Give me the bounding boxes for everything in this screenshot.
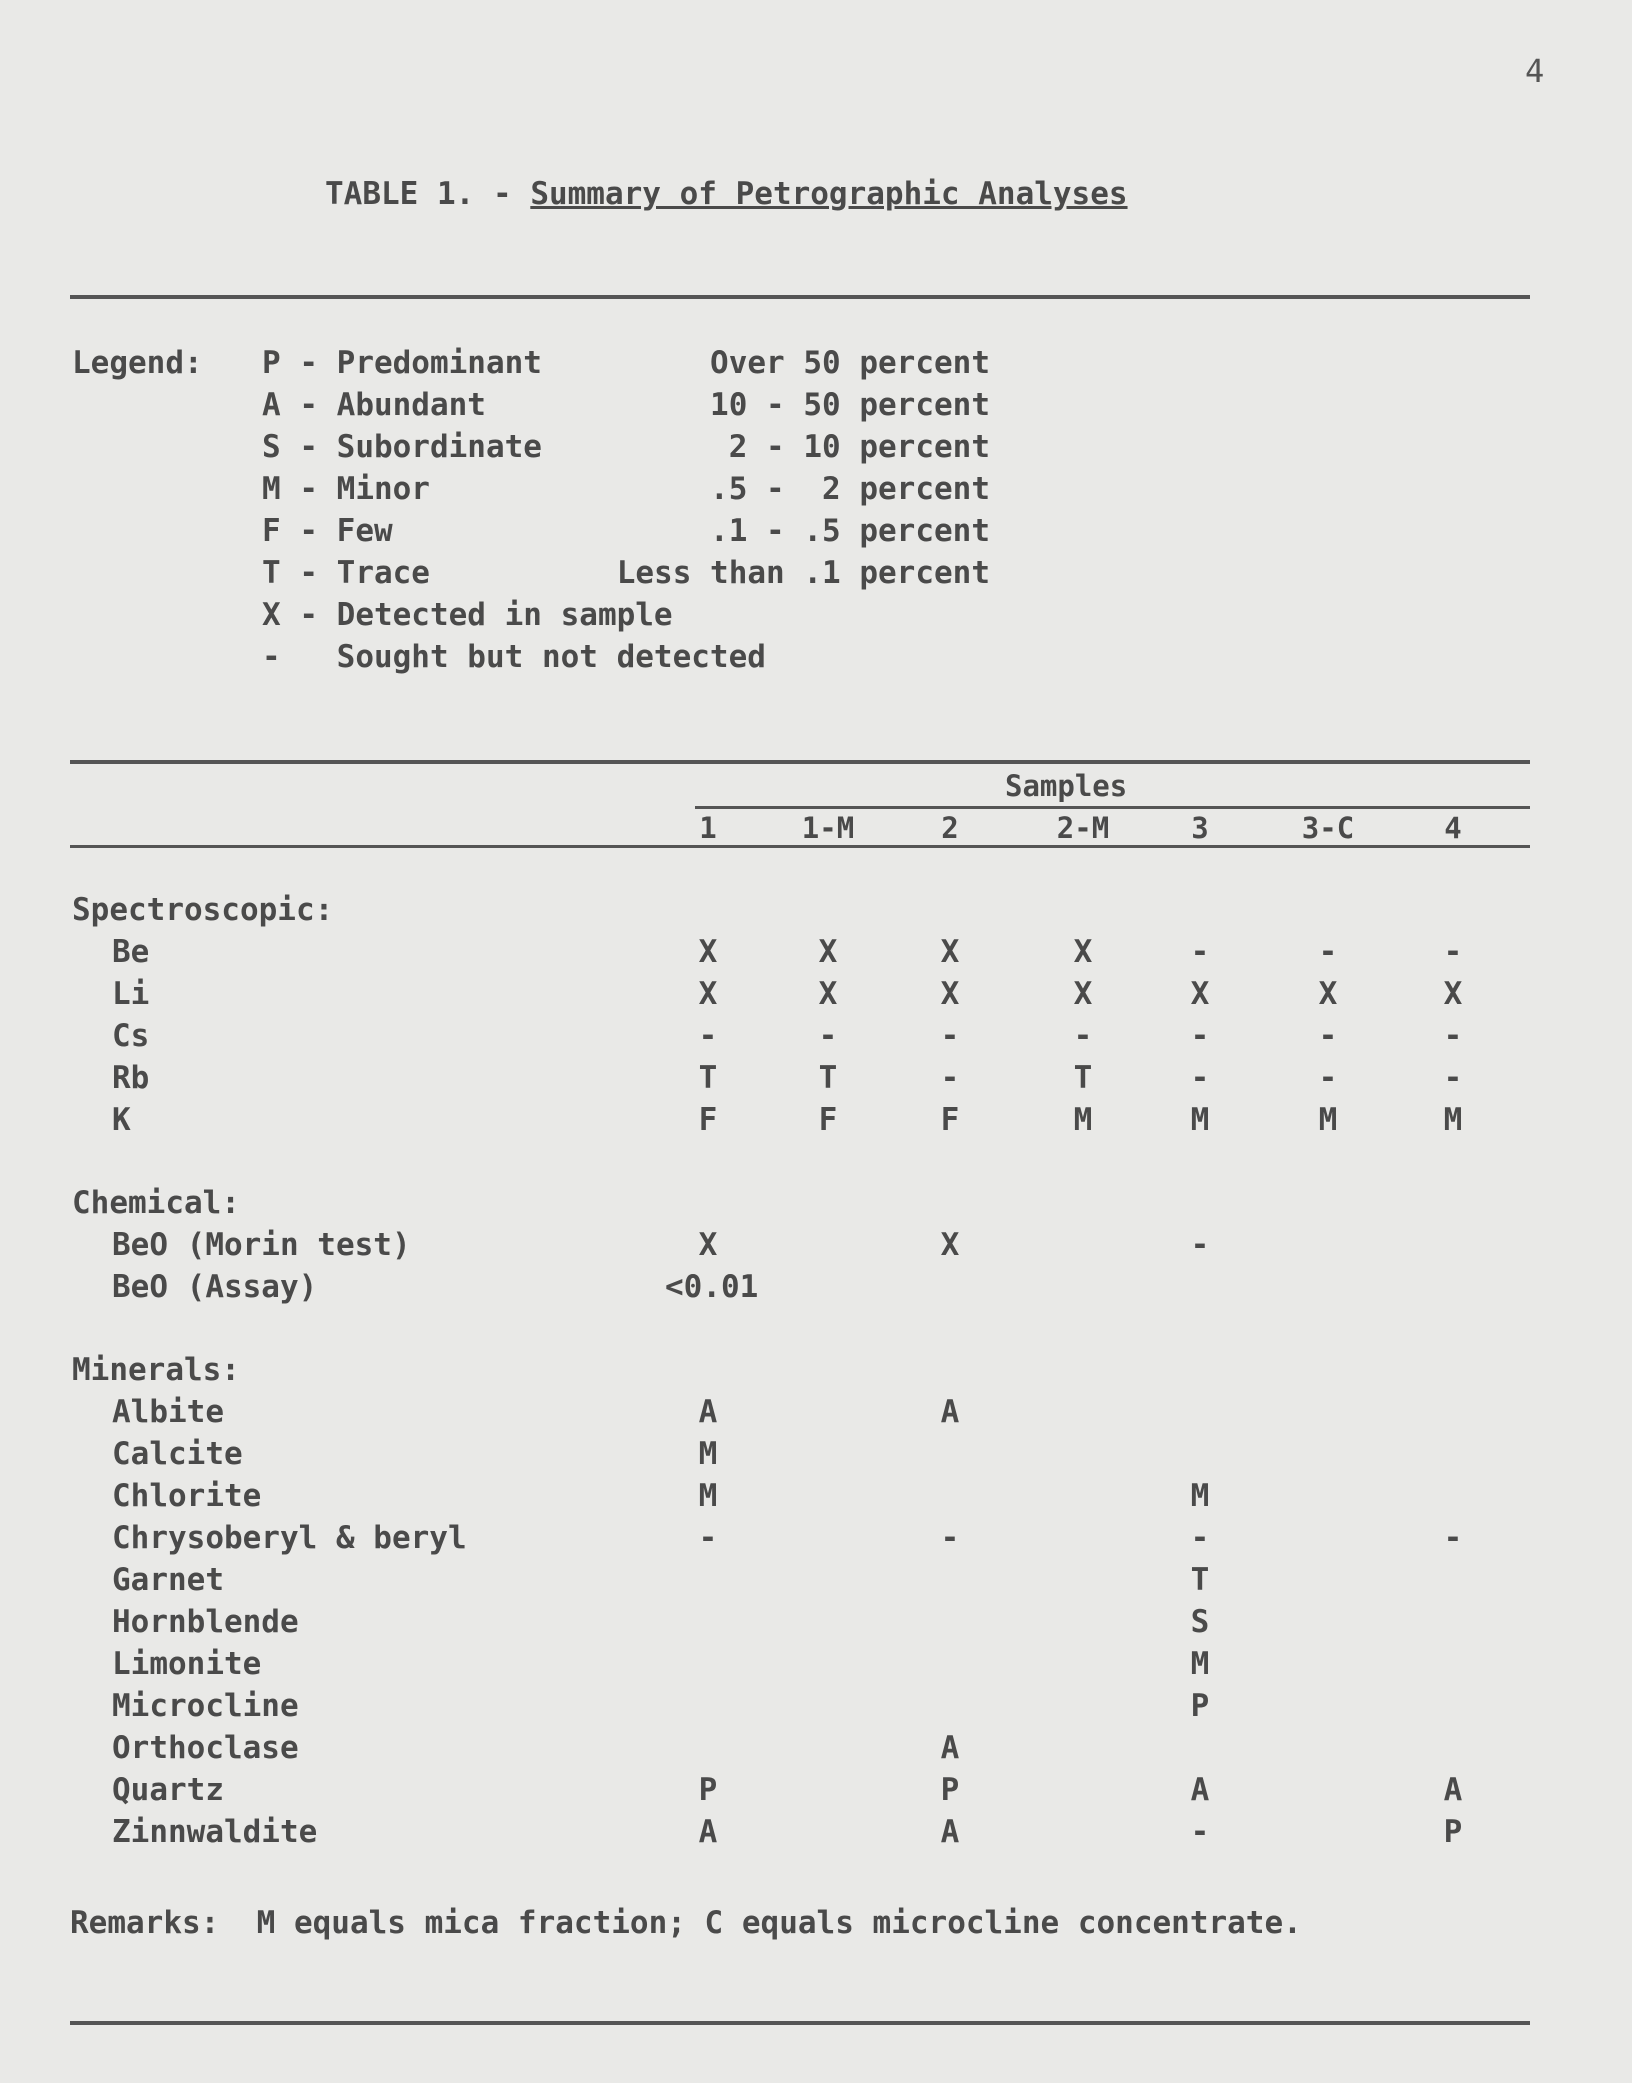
table-cell: - [940,1018,960,1054]
legend-range: 10 - 50 percent [710,387,990,423]
column-header: 2 [941,811,959,845]
header-bottom-rule [70,845,1530,848]
table-cell: T [698,1060,718,1096]
table-cell: M [1190,1646,1210,1682]
table-cell: - [1190,934,1210,970]
table-cell: A [940,1730,960,1766]
row-label: Cs [112,1018,150,1054]
legend-range: .1 - .5 percent [710,513,990,549]
table-cell: X [1318,976,1338,1012]
row-label: Li [112,976,150,1012]
table-cell: M [1318,1102,1338,1138]
table-cell: X [940,934,960,970]
table-cell: X [940,1227,960,1263]
table-cell: P [698,1772,718,1808]
table-cell: M [1190,1102,1210,1138]
legend-code: F - Few [262,513,393,549]
legend-code: T - Trace [262,555,430,591]
row-label: Hornblende [112,1604,299,1640]
table-cell: X [698,1227,718,1263]
table-cell: M [1443,1102,1463,1138]
row-label: Microcline [112,1688,299,1724]
table-cell: - [818,1018,838,1054]
section-title: Chemical: [72,1185,240,1221]
table-cell: M [698,1436,718,1472]
row-label: BeO (Assay) [112,1269,318,1305]
legend-code: A - Abundant [262,387,486,423]
column-header: 2-M [1056,811,1110,845]
table-cell: F [940,1102,960,1138]
table-cell: - [1443,934,1463,970]
table-title-text: Summary of Petrographic Analyses [530,176,1128,212]
table-cell: - [1318,1060,1338,1096]
legend-range: Over 50 percent [710,345,990,381]
table-cell: A [1443,1772,1463,1808]
top-rule [70,295,1530,299]
column-header: 1-M [801,811,855,845]
legend-range: .5 - 2 percent [710,471,990,507]
table-cell: X [1190,976,1210,1012]
legend-code: S - Subordinate [262,429,542,465]
table-title [325,176,1128,212]
row-label: Albite [112,1394,224,1430]
table-cell: A [940,1814,960,1850]
table-cell: A [698,1394,718,1430]
table-cell: - [1443,1060,1463,1096]
table-cell: A [698,1814,718,1850]
section-title: Minerals: [72,1352,240,1388]
column-header: 3 [1191,811,1209,845]
table-cell: X [1443,976,1463,1012]
table-cell: P [1190,1688,1210,1724]
table-cell: - [1190,1227,1210,1263]
table-cell: T [818,1060,838,1096]
row-label: Orthoclase [112,1730,299,1766]
remarks: Remarks: M equals mica fraction; C equals microcline concentrate. [70,1905,1302,1941]
table-cell: X [818,976,838,1012]
table-top-rule [70,760,1530,764]
legend-code: X - Detected in sample [262,597,673,633]
table-cell: - [698,1018,718,1054]
legend-code: P - Predominant [262,345,542,381]
table-cell: M [1190,1478,1210,1514]
row-label: Be [112,934,150,970]
table-cell: X [1073,934,1093,970]
column-header: 1 [699,811,717,845]
samples-label: Samples [1005,769,1128,803]
table-cell: - [1190,1520,1210,1556]
table-cell: - [1073,1018,1093,1054]
table-cell: X [818,934,838,970]
table-cell: T [1190,1562,1210,1598]
table-cell: - [1443,1520,1463,1556]
legend-range: 2 - 10 percent [728,429,990,465]
table-cell: - [940,1060,960,1096]
table-cell: - [1318,934,1338,970]
table-cell: S [1190,1604,1210,1640]
table-cell: - [940,1520,960,1556]
table-cell: M [1073,1102,1093,1138]
legend-label: Legend: [72,345,203,381]
table-cell: - [1318,1018,1338,1054]
table-cell: X [698,934,718,970]
table-cell: X [698,976,718,1012]
table-title-prefix: TABLE 1. - [325,176,531,212]
samples-rule [695,806,1530,809]
page-number: 4 [1525,52,1545,90]
table-cell: F [818,1102,838,1138]
table-cell: T [1073,1060,1093,1096]
row-label: Limonite [112,1646,262,1682]
table-cell: - [698,1520,718,1556]
row-label: Quartz [112,1772,224,1808]
table-cell: X [1073,976,1093,1012]
legend-code: M - Minor [262,471,430,507]
table-cell: - [1190,1814,1210,1850]
table-cell: - [1190,1018,1210,1054]
row-label: K [112,1102,131,1138]
column-header: 4 [1444,811,1462,845]
table-cell: M [698,1478,718,1514]
row-label: Rb [112,1060,150,1096]
table-cell: F [698,1102,718,1138]
legend-range: Less than .1 percent [616,555,990,591]
legend-code: - Sought but not detected [262,639,766,675]
row-label: Calcite [112,1436,243,1472]
row-label: Garnet [112,1562,224,1598]
table-cell: - [1190,1060,1210,1096]
bottom-rule [70,2021,1530,2025]
table-cell: P [940,1772,960,1808]
table-cell: P [1443,1814,1463,1850]
row-label: Zinnwaldite [112,1814,318,1850]
table-cell: X [940,976,960,1012]
row-label: Chrysoberyl & beryl [112,1520,467,1556]
table-cell: - [1443,1018,1463,1054]
table-cell: A [1190,1772,1210,1808]
column-header: 3-C [1301,811,1355,845]
section-title: Spectroscopic: [72,892,334,928]
row-label: Chlorite [112,1478,262,1514]
table-cell-assay: <0.01 [665,1269,759,1305]
table-cell: A [940,1394,960,1430]
row-label: BeO (Morin test) [112,1227,411,1263]
